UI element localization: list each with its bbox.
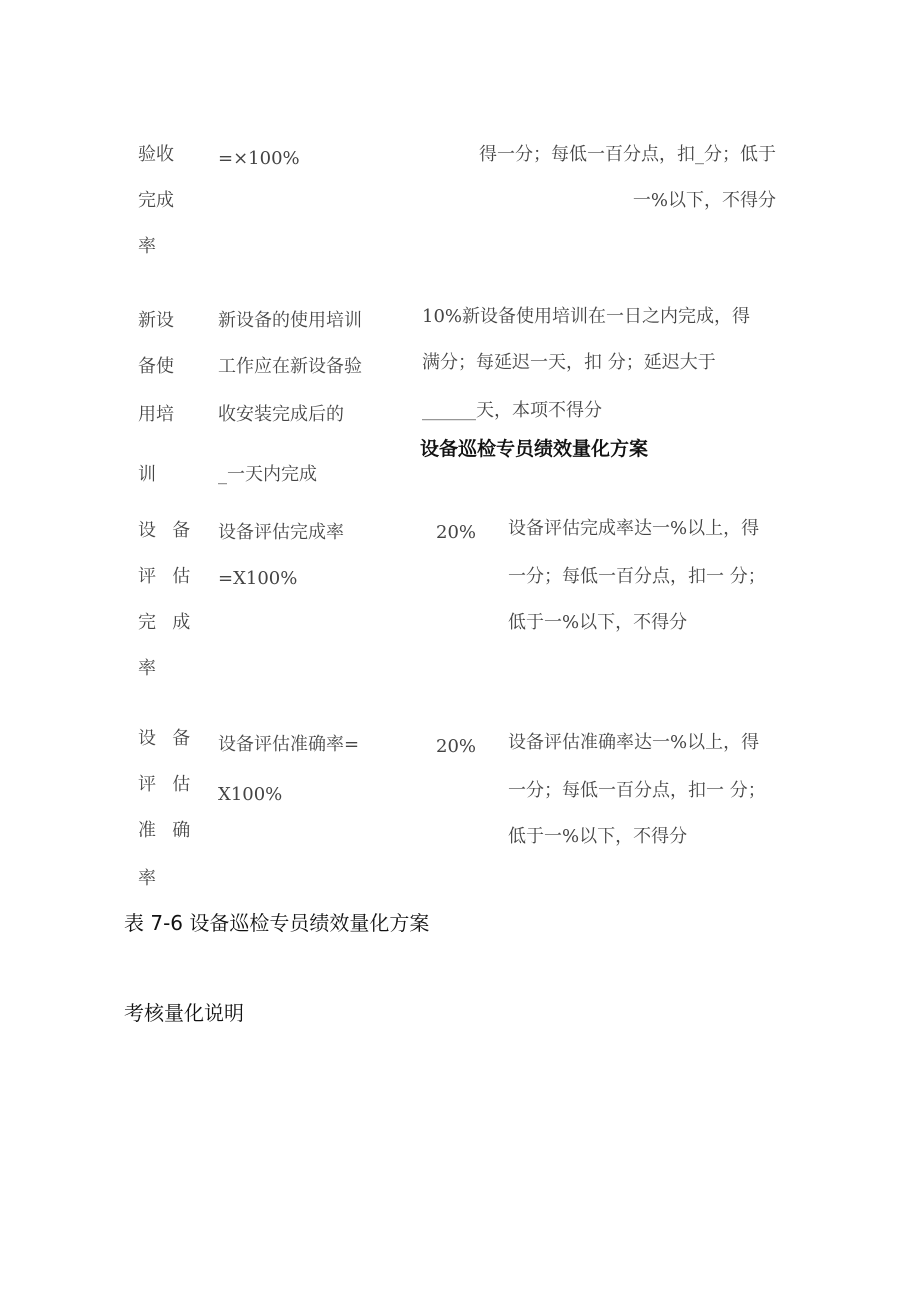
row3-name-line4: 率 (138, 658, 156, 679)
row4-criteria-line2: 一分；每低一百分点，扣一 分； (508, 780, 766, 801)
row2-name-line4: 训 (138, 464, 156, 485)
row3-name-line2: 评估 (138, 566, 207, 587)
row3-formula-line2: =X100% (218, 568, 298, 589)
row2-criteria-line1: 10%新设备使用培训在一日之内完成，得 (422, 306, 751, 327)
row1-name-line1: 验收 (138, 144, 174, 165)
row2-formula-line2: 工作应在新设备验 (218, 356, 362, 377)
row4-formula-line1: 设备评估准确率= (218, 734, 360, 755)
row2-criteria-line3: ______天，本项不得分 (422, 400, 602, 421)
row3-name-line1: 设备 (138, 520, 207, 541)
overlay-title: 设备巡检专员绩效量化方案 (420, 438, 649, 460)
row2-formula-line4: _一天内完成 (218, 464, 317, 485)
row2-name-line3: 用培 (138, 404, 174, 425)
table-caption: 表 7-6 设备巡检专员绩效量化方案 (124, 911, 430, 935)
row4-name-line2: 评估 (138, 774, 207, 795)
row2-formula-line1: 新设备的使用培训 (218, 310, 362, 331)
row2-criteria-line2: 满分；每延迟一天，扣 分；延迟大于 (422, 352, 716, 373)
row3-name-line3: 完成 (138, 612, 207, 633)
row4-name-line3: 准确 (138, 820, 207, 841)
row3-weight: 20% (436, 522, 477, 543)
row4-criteria-line1: 设备评估准确率达一%以上，得 (508, 732, 760, 753)
row4-formula-line2: X100% (218, 784, 283, 805)
section-heading: 考核量化说明 (124, 1001, 244, 1025)
row2-name-line1: 新设 (138, 310, 174, 331)
row1-formula: =×100% (218, 148, 300, 169)
row2-name-line2: 备使 (138, 356, 174, 377)
row3-criteria-line1: 设备评估完成率达一%以上，得 (508, 518, 760, 539)
row3-formula-line1: 设备评估完成率 (218, 522, 344, 543)
row1-name-line3: 率 (138, 236, 156, 257)
row4-weight: 20% (436, 736, 477, 757)
row1-name-line2: 完成 (138, 190, 174, 211)
row4-name-line4: 率 (138, 868, 156, 889)
row2-formula-line3: 收安装完成后的 (218, 404, 344, 425)
row4-criteria-line3: 低于一%以下，不得分 (508, 826, 688, 847)
row3-criteria-line2: 一分；每低一百分点，扣一 分； (508, 566, 766, 587)
row1-criteria-line1: 得一分；每低一百分点，扣_分；低于 (479, 144, 776, 165)
row4-name-line1: 设备 (138, 728, 207, 749)
row3-criteria-line3: 低于一%以下，不得分 (508, 612, 688, 633)
row1-criteria-line2: 一%以下，不得分 (632, 190, 776, 211)
